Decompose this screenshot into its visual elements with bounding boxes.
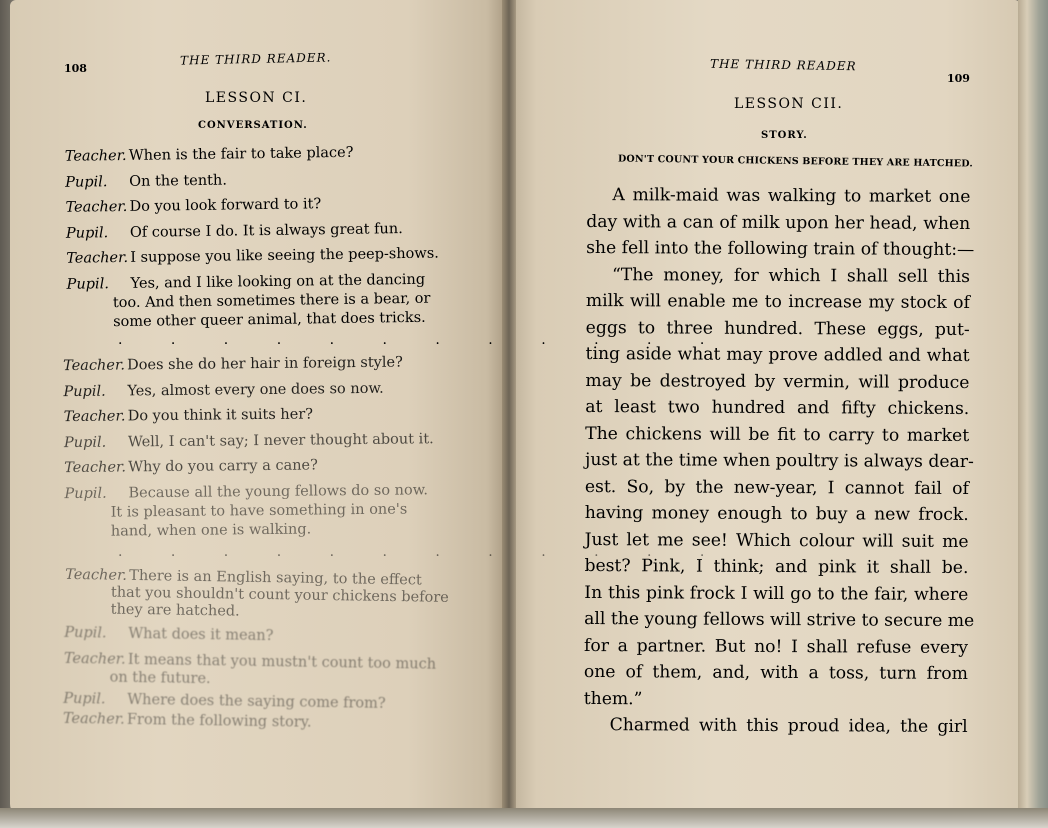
story-line: at least two hundred and fifty chickens. [585,396,970,420]
story-line: Charmed with this proud idea, the girl [609,715,968,738]
dialog-text: There is an English saying, to the effect [129,567,422,589]
section-dots: . . . . . . . . . . . . [118,332,727,348]
dialog-text: hand, when one is walking. [110,521,312,540]
right-running-head: THE THIRD READER [709,56,857,74]
section-dots: . . . . . . . . . . . . [118,544,727,560]
dialog-section-1 [65,143,468,333]
dialog-text: From the following story. [126,711,312,731]
story-line: ting aside what may prove addled and what [585,343,970,367]
story-text [583,185,975,744]
speaker: Teacher. [63,408,126,426]
dialog-section-2 [63,354,465,543]
story-line: “The money, for which I shall sell this [611,264,971,287]
story-line: Just let me see! Which colour will suit me [584,529,969,552]
speaker: Pupil. [64,485,107,502]
story-line: day with a can of milk upon her head, when [586,211,971,234]
left-running-head: THE THIRD READER. [179,50,332,68]
dialog-text: Does she do her hair in foreign style? [127,354,403,374]
left-lesson-title: LESSON CI. [205,90,308,106]
left-subtitle: CONVERSATION. [198,120,308,131]
speaker: Pupil. [66,275,109,293]
dialog-section-3 [63,567,466,742]
dialog-text: It means that you mustn't count too much [127,651,437,673]
story-line: In this pink frock I will go to the fair, where [584,582,969,605]
speaker: Teacher. [64,459,127,477]
speaker: Pupil. [64,624,107,642]
story-line: The chickens will be fit to carry to market [585,423,970,446]
story-line: A milk-maid was walking to market one [612,185,971,208]
book-gutter [502,0,516,828]
speaker: Pupil. [63,434,107,451]
speaker: Teacher. [65,198,128,216]
dialog-text: Of course I do. It is always great fun. [129,220,403,241]
speaker: Pupil. [65,224,109,242]
dialog-text: Well, I can't say; I never thought about it. [127,430,434,450]
story-line: est. So, by the new-year, I cannot fail of [584,476,969,499]
dialog-text: Yes, almost every one does so now. [127,380,384,399]
dialog-text: What does it mean? [128,625,274,645]
story-line: she fell into the following train of thought:— [586,237,975,261]
dialog-text: On the tenth. [129,172,228,190]
speaker: Pupil. [63,690,106,708]
speaker: Teacher. [65,566,128,584]
speaker: Teacher. [64,147,127,165]
dialog-text: Yes, and I like looking on at the dancing [130,271,426,292]
dialog-text: Do you think it suits her? [127,406,314,425]
dialog-text: that you shouldn't count your chickens before [110,584,449,606]
story-line: just at the time when poultry is always dear- [584,449,974,473]
story-line: for a partner. But no! I shall refuse every [583,635,969,658]
dialog-text: When is the fair to take place? [128,144,354,164]
story-line: best? Pink, I think; and pink it shall be. [584,555,969,579]
speaker: Teacher. [63,357,125,375]
dialog-text: they are hatched. [110,601,240,620]
dialog-text: on the future. [109,669,211,687]
story-title: DON'T COUNT YOUR CHICKENS BEFORE THEY ARE HATCHED. [617,153,973,170]
dialog-text: too. And then sometimes there is a bear, or [112,290,431,311]
story-line: may be destroyed by vermin, will produce [585,370,970,393]
speaker: Teacher. [66,249,129,267]
dialog-text: It is pleasant to have something in one's [110,501,408,521]
story-line: having money enough to buy a new frock. [584,502,969,526]
dialog-text: I suppose you like seeing the peep-shows. [130,245,439,266]
dialog-text: Because all the young fellows do so now. [128,481,429,501]
speaker: Pupil. [65,173,108,191]
story-line: all the young fellows will strive to secure me [584,608,975,632]
story-line: one of them, and, with a toss, turn from [583,661,968,685]
dialog-text: Why do you carry a cane? [128,457,318,476]
speaker: Pupil. [63,383,106,400]
right-lesson-title: LESSON CII. [734,96,844,112]
story-line: milk will enable me to increase my stock of [585,290,970,314]
right-page-number: 109 [947,72,970,85]
speaker: Teacher. [63,650,126,668]
dialog-text: some other queer animal, that does tricks. [113,309,426,330]
story-line: them.” [583,688,643,709]
dialog-text: Where does the saying come from? [127,691,386,712]
dialog-text: Do you look forward to it? [129,196,322,215]
page-edges [1018,0,1048,828]
right-subtitle: STORY. [761,130,808,141]
story-line: eggs to three hundred. These eggs, put- [585,317,970,340]
speaker: Teacher. [62,710,125,728]
table-surface [0,808,1048,828]
left-page-number: 108 [64,62,87,75]
